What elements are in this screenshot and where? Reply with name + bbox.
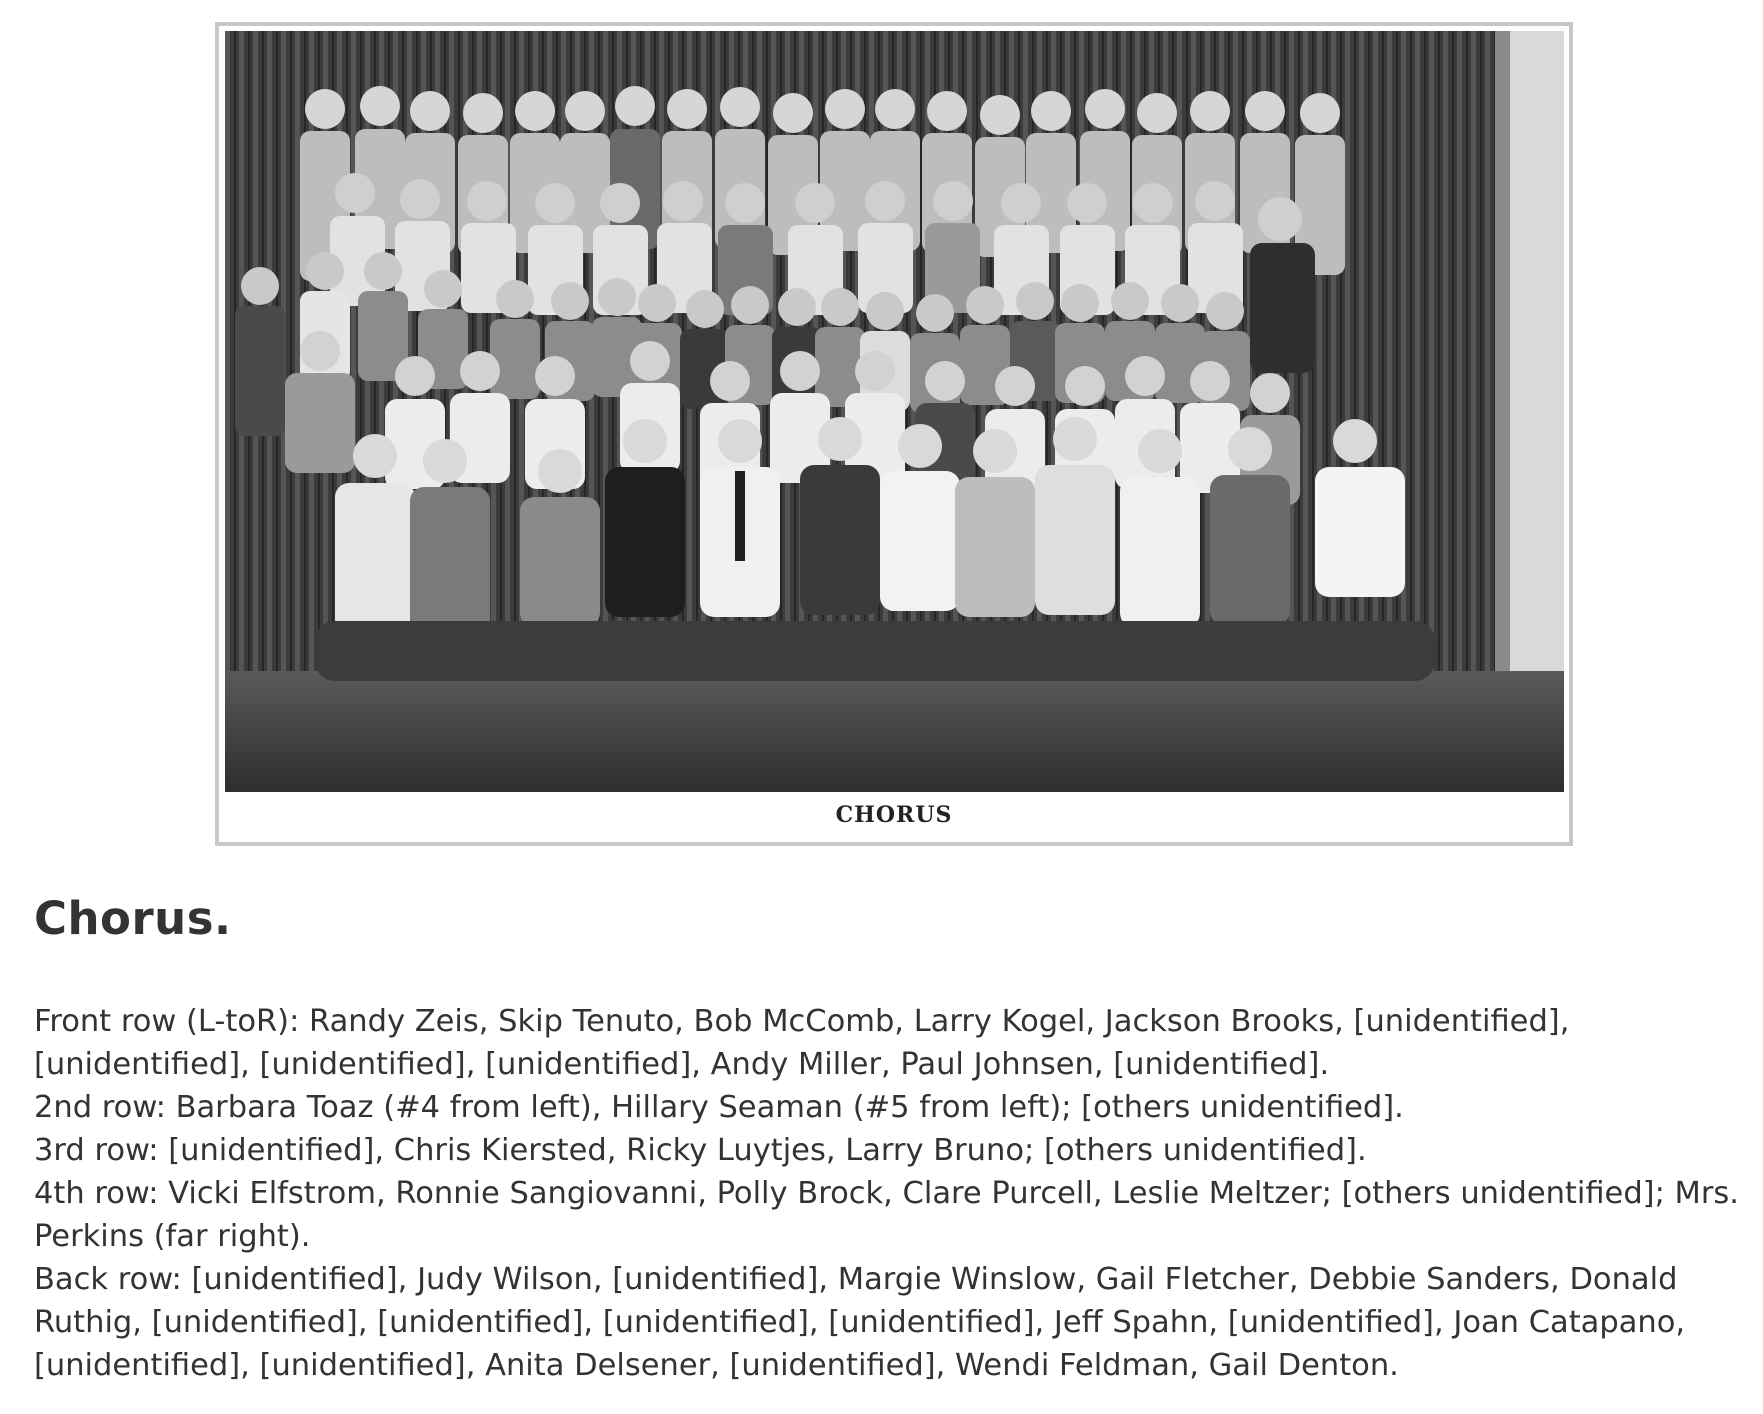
photo-caption: CHORUS [835,802,953,828]
chorus-photo-frame [215,22,1573,846]
identification-caption [34,1000,1754,1387]
chorus-group-photo [225,31,1564,792]
back-row-names: Back row: [unidentified], Judy Wilson, [unidentified], Margie Winslow, Gail Fletcher, Debbie Sanders, Donald Ruthig, [unidentified], [unidentified], [unidentified], [unidentified], Jeff Spahn, [unidentified], Joan Catapano, [unidentified], [unidentified], Anita Delsener, [unidentified], Wendi Feldman, Gail Denton. [34,1262,1686,1383]
front-row-names: Front row (L-toR): Randy Zeis, Skip Tenuto, Bob McComb, Larry Kogel, Jackson Brooks, [unidentified], [unidentified], [unidentified], [unidentified], Andy Miller, Paul Johnsen, [unidentified]. [34,1004,1570,1082]
photo-illustration [225,31,1564,792]
second-row-names: 2nd row: Barbara Toaz (#4 from left), Hillary Seaman (#5 from left); [others unidentified]. [34,1090,1404,1125]
third-row-names: 3rd row: [unidentified], Chris Kiersted, Ricky Luytjes, Larry Bruno; [others unidentified]. [34,1133,1367,1168]
page-heading: Chorus. [34,892,232,945]
fourth-row-names: 4th row: Vicki Elfstrom, Ronnie Sangiovanni, Polly Brock, Clare Purcell, Leslie Meltzer; [others unidentified]; Mrs. Perkins (far right). [34,1176,1739,1254]
